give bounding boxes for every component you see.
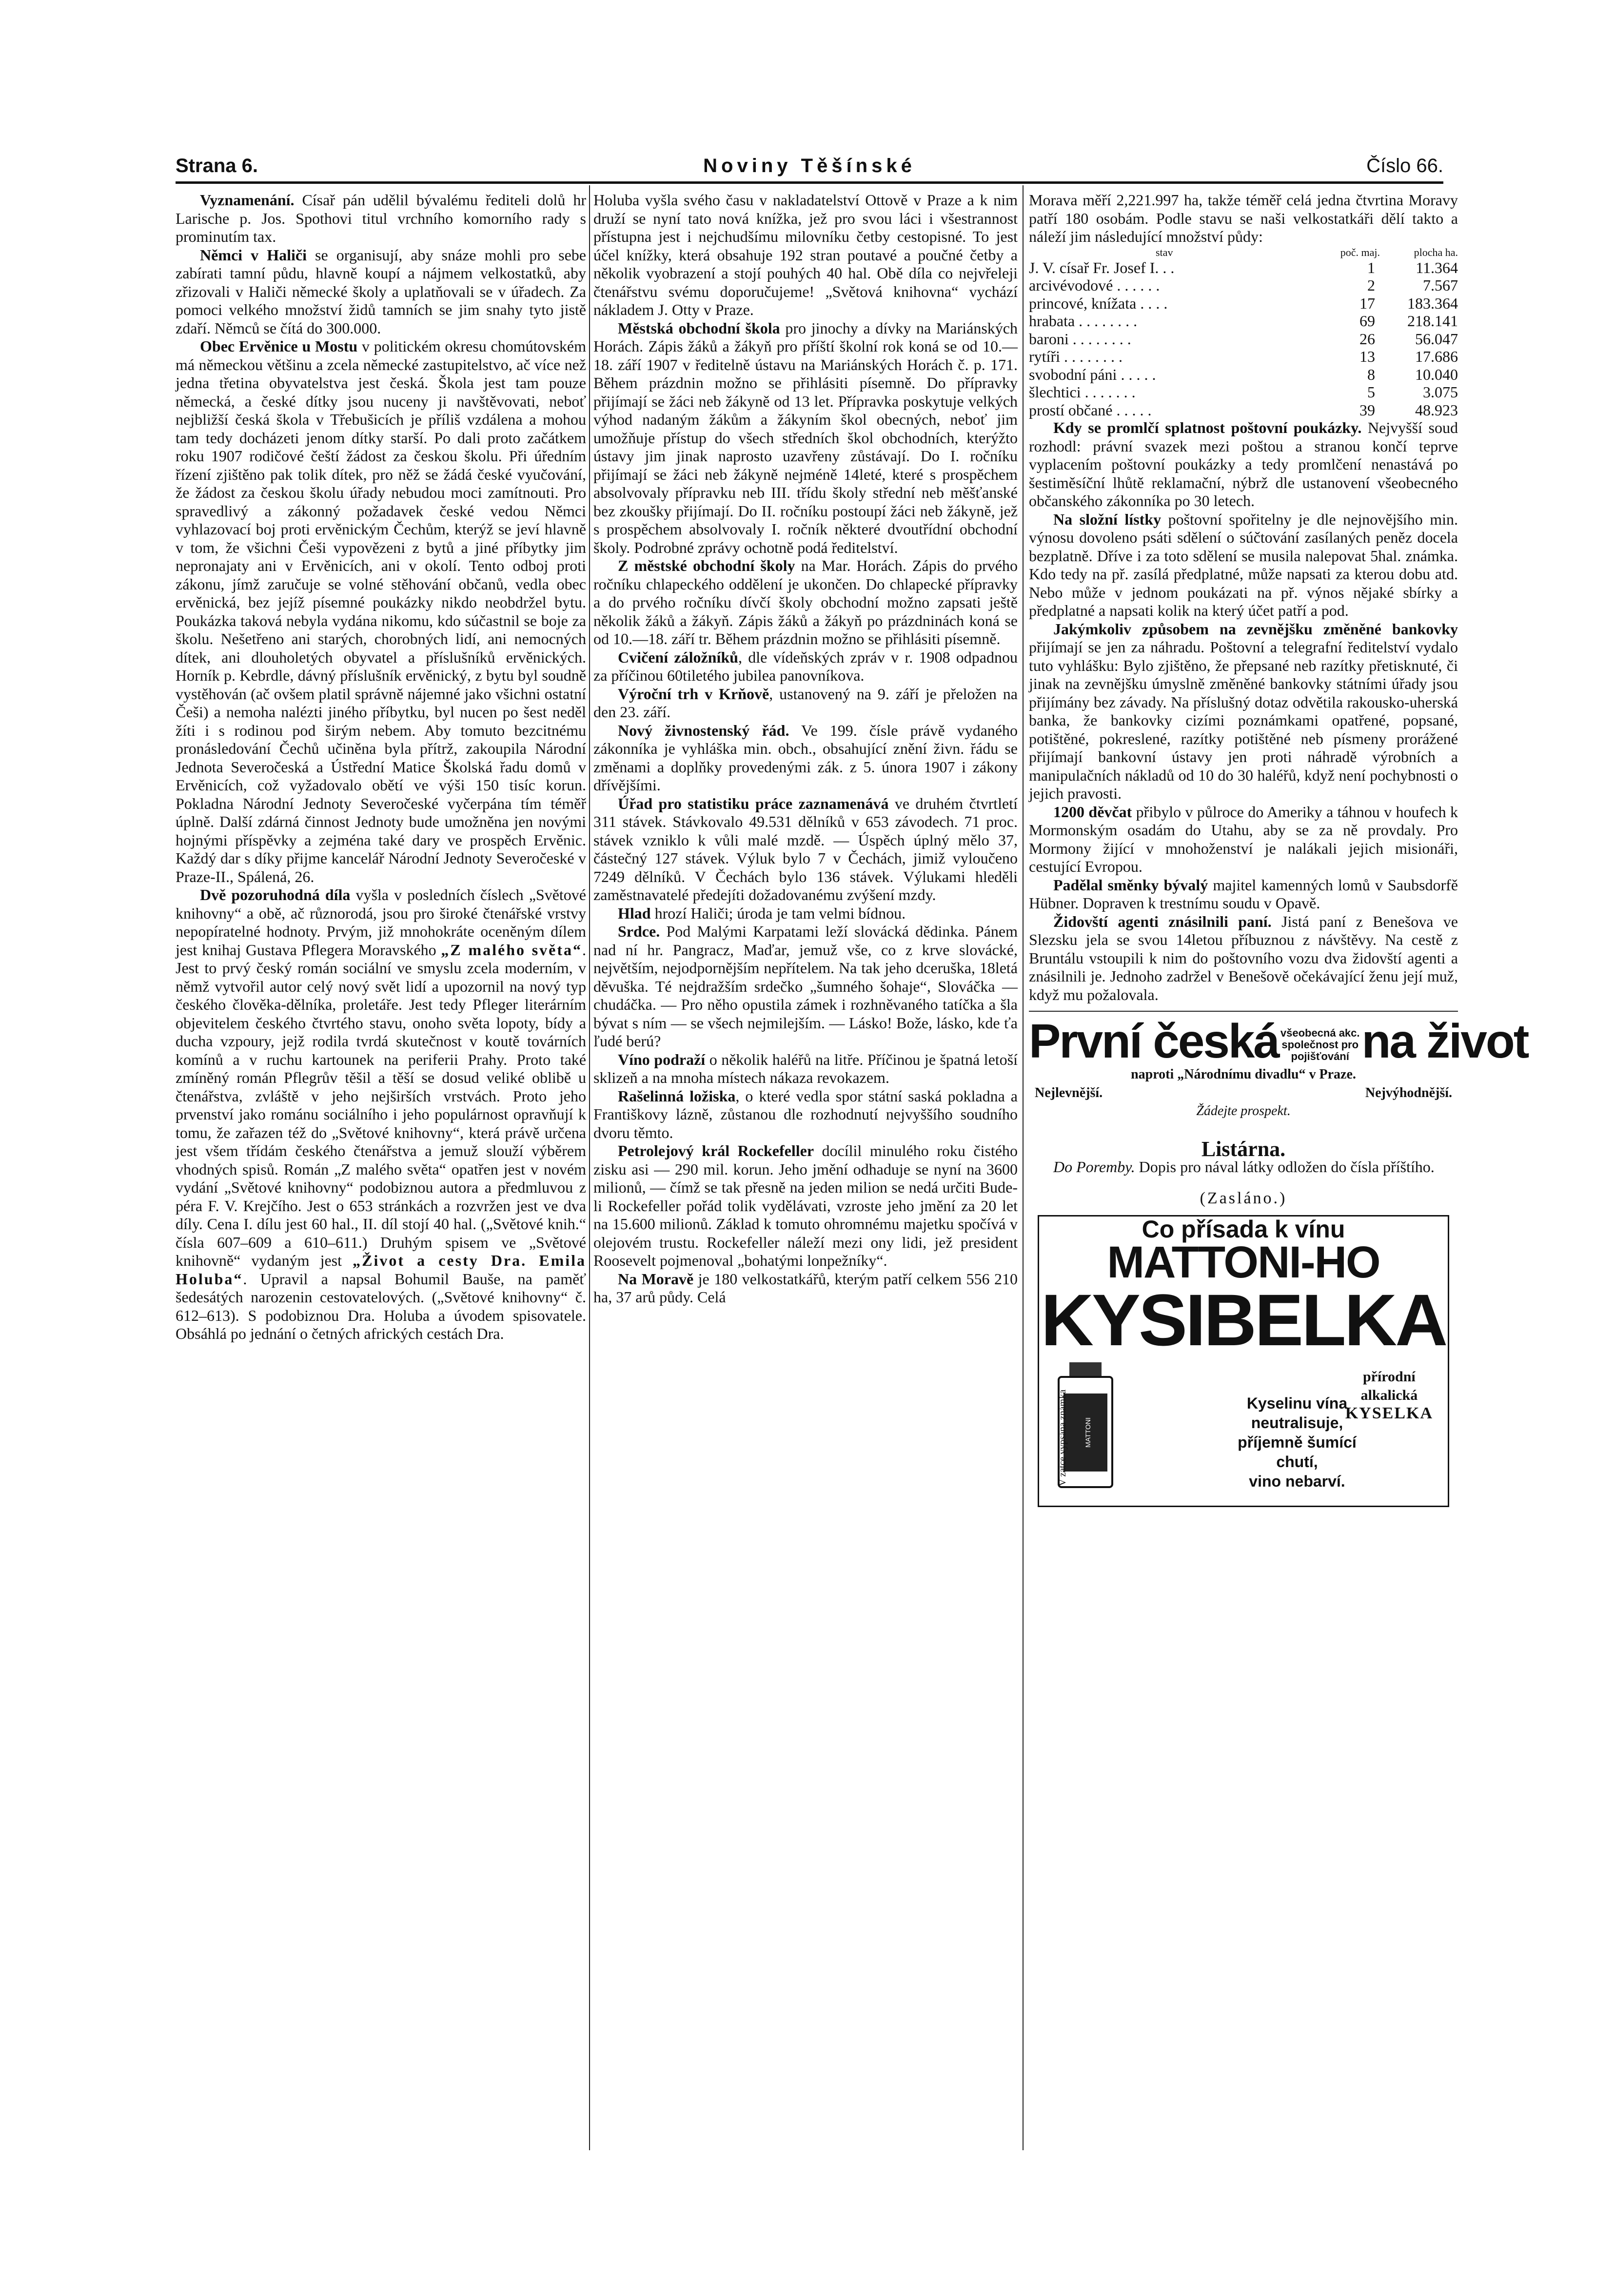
issue-number: Číslo 66. <box>1366 155 1443 177</box>
column-3-article: 1200 děvčat přibylo v půlroce do Ameriky a táhnou v houfech k Mormonským osadám do Utahu, aby se za ně provdaly. Pro Mormony žijící v mnohoženství je nalákali jejich misionáři, cestující Evropou. <box>1029 803 1458 875</box>
head-count: poč. maj. <box>1340 246 1380 258</box>
article-moravia-intro: Morava měří 2,221.997 ha, takže téměř celá jedna čtvrtina Moravy patří 180 osobám. Podle stavu se naši velkostatkáři dělí takto a náleží jim následující množství půdy: <box>1029 191 1458 245</box>
column-1-article: Němci v Haliči se organisují, aby snáze mohli pro sebe zabírati tamní půdu, hlavně koupí a nájmem velkostatků, aby zřizovali v Haliči německé školy a uplatňovali se v úřadech. Za pomoci velkého množství židů tamních se jim snahy tyto jistě zdaří. Němců se čítá do 300.000. <box>176 246 587 337</box>
column-3-article: Židovští agenti znásilnili paní. Jistá paní z Benešova ve Slezsku jela se svou 14letou příbuznou z návštěvy. Na cestě z Bruntálu vstoupili k nim do poštovního vozu dva židovští agenti a znásilnili je. Jednoho zadržel v Benešově očekávající ženu její muž, když mu požalovala. <box>1029 912 1458 1003</box>
ownership-rows <box>1029 259 1458 419</box>
ownership-header <box>1029 246 1458 259</box>
column-divider <box>1023 185 1024 2150</box>
head-area: plocha ha. <box>1414 246 1458 258</box>
column-2 <box>593 191 1018 2144</box>
listarna-title: Listárna. <box>1201 1137 1286 1161</box>
column-3-articles <box>1029 419 1458 1004</box>
column-2-article: Na Moravě je 180 velkostatkářů, kterým patří celkem 556 210 ha, 37 arů půdy. Celá <box>593 1270 1018 1306</box>
mattoni-product: KYSIBELKA <box>1041 1278 1446 1361</box>
column-2-article: Úřad pro statistiku práce zaznamenává ve druhém čtvrtletí 311 stávek. Stávkovalo 49.531 dělníků v 653 závodech. 71 proc. stávek vzniklo k vůli malé mzdě. — Úspěch úplný mělo 37, částečný 127 stávek. Výluk bylo 7 v Čechách, jimiž vyloučeno 7249 dělníků. V Čechách bylo 136 stávek. Výlukami hleděli zaměstnavatelé předejíti dožadovanému zvýšení mzdy. <box>593 794 1018 903</box>
column-2-article: Srdce. Pod Malými Karpatami leží slovácká dědinka. Pánem nad ní hr. Pangracz, Maďar, jemuž vše, co z krve slovácké, největším, nejodpornějším nepřítelem. Na tak jeho dceruška, 18letá děvuška. Té nejdražším srdečko „šumného šohaje“, Slováčka — chudáčka. — Pro něho opustila zámek i rozhněvaného tatíčka a šla bývat s ním — se všech nejmilejším. — Lásko! Bože, lásko, kde ťa ľudé berú? <box>593 922 1018 1050</box>
column-2-article: Víno podraží o několik haléřů na litře. Příčinou je špatná letoší sklizeň a na mnoha místech nákaza revokazem. <box>593 1050 1018 1086</box>
insurance-word-2: česká <box>1153 1014 1279 1068</box>
ownership-row: rytíři . . . . . . . . 13 17.686 <box>1029 348 1458 365</box>
mattoni-description: Kyselinu vína neutralisuje, příjemně šumící chutí, vino nebarví. <box>1238 1394 1357 1490</box>
column-divider <box>589 185 590 2150</box>
column-2-article: Výroční trh v Krňově, ustanovený na 9. září je přeložen na den 23. září. <box>593 685 1018 721</box>
column-2-article: Petrolejový král Rockefeller docílil minulého roku čistého zisku asi — 290 mil. korun. Jeho jmění odhaduje se nyní na 3600 milionů, — čímž se tak přesně na jeden milion se nedá určiti Bude-li Rockefeller pořád tolik vydělávati, vzroste jeho jmění za 20 let na 15.600 milionů. Základ k tomuto ohromnému majetku spočívá v olejovém trustu. Rockefeller náleží mezi ony lidi, jež president Roosevelt pojmenoval „bohatými lonpežníky“. <box>593 1142 1018 1269</box>
mattoni-subtitle: přírodní alkalická KYSELKA <box>1345 1369 1433 1422</box>
insurance-word-3: na život <box>1361 1014 1528 1068</box>
insurance-slogans <box>1029 1084 1458 1102</box>
ownership-row: hrabata . . . . . . . . 69 218.141 <box>1029 312 1458 330</box>
bottle-label: MATTONI <box>1084 1417 1092 1448</box>
column-1 <box>176 191 586 2144</box>
insurance-prospect: Žádejte prospekt. <box>1196 1103 1291 1119</box>
ownership-row: J. V. císař Fr. Josef I. . . 1 11.364 <box>1029 258 1458 276</box>
column-1-article: Dvě pozoruhodná díla vyšla v posledních číslech „Světové knihovny“ a obě, ač různorodá, jsou pro široké čtenářské vrstvy nepopíratelné hodnoty. Prvým, již mnohokráte oceněným dílem jest knihaj Gustava Pflegera Moravského „Z malého světa“. Jest to prvý český román sociální ve smyslu zcela moderním, v němž vytvořil autor celý nový svět lidí a upozornil na nový typ českého člověka-dělníka, proletáře. Jest tedy Pfleger literárním objevitelem českého čtvrtého stavu, onoho světa lopoty, bídy a ducha vzpoury, jejž rodila tvrdá skutečnost v koutě továrních komínů a v ruchu kartounek na periferii Prahy. Proto také zmíněný román Pflegrův těšil a těší se dosud veliké oblibě u čtenářstva, zvláště v jeho nejširších vrstvách. Proto jeho prvenství jako románu sociálního i jeho populárnost opravňují k tomu, že zařazen též do „Světové knihovny“, která právě určena jest všem třídám českého čtenářstva a jemuž slouží výběrem vhodných spisů. Román „Z malého světa“ opatřen jest v novém vydání „Světové knihovny“ podobiznou autora a předmluvou z péra F. V. Krejčího. Jest o 653 stránkách a rozvržen jest ve dva díly. Cena I. dílu jest 60 hal., II. díl stojí 40 hal. („Světové knih.“ čísla 607–609 a 610–611.) Druhým spisem ve „Světové knihovně“ vydaným jest „Život a cesty Dra. Emila Holuba“. Upravil a napsal Bohumil Bauše, na paměť šedesátých narozenin cestovatelových. („Světové knihovny“ č. 612–613). S podobiznou Dra. Holuba a úvodem spisovatele. Obsáhlá po jednání o četných afrických cestách Dra. <box>176 886 587 1342</box>
head-stav: stav <box>1156 246 1173 258</box>
column-3-article: Na složní lístky poštovní spořitelny je dle nejnovějšího min. výnosu dovoleno psáti sdělení o súčtování zasílaných peněz docela bezplatně. Dříve i za toto sdělení se musila nalepovat 5hal. známka. Kdo tedy na př. zasílá předplatné, může napsati za kterou dobu atd. Nebo může v jednom poukázati na př. výnos nějaké sbírky a předplatné a napsati kolik na který účet patří a pod. <box>1029 510 1458 619</box>
column-1-article: Vyznamenání. Císař pán udělil bývalému řediteli dolů hr Larische p. Jos. Spothovi titul vrchního komorního rady s prominutím tax. <box>176 191 586 245</box>
column-2-article: Nový živnostenský řád. Ve 199. čísle právě vydaného zákonníka je vyhláška min. obch., obsahující znění živn. řádu se změnami a doplňky provedenými zák. z 5. února 1907 i zákony dřívějšími. <box>593 721 1018 794</box>
ownership-row: svobodní páni . . . . . 8 10.040 <box>1029 365 1458 383</box>
column-2-article: Cvičení záložníků, dle vídeňských zpráv v r. 1908 odpadnou za příčinou 60tiletého jubilea panovníkova. <box>593 648 1018 684</box>
column-2-article: Z městské obchodní školy na Mar. Horách. Zápis do prvého ročníku chlapeckého oddělení je ukončen. Do chlapecké přípravky a do prvého ročníku dívčí školy obchodní možno zapsati ještě několik žáků a žákyň. Zápis žáků a žákyň po prázdninách koná se od 10.—18. září tr. Během prázdnin možno se přihlásiti písemně. <box>593 557 1018 648</box>
page-number: Strana 6. <box>176 155 258 177</box>
column-3-article: Padělal směnky bývalý majitel kamenných lomů v Saubsdorfě Hübner. Dopraven k trestnímu soudu v Opavě. <box>1029 876 1458 912</box>
listarna-entry: Do Poremby. Dopis pro nával látky odložen do čísla příštího. <box>1053 1158 1435 1176</box>
column-2-article: Městská obchodní škola pro jinochy a dívky na Mariánských Horách. Zápis žáků a žákyň pro příští školní rok koná se od 10.—18. září 1907 v ředitelně ústavu na Mariánských Horách č. p. 171. Během prázdnin možno se přihlásiti písemně. Do přípravky přijímají se žáci neb žákyně od 13 let. Přípravka poskytuje velkých výhod nadaným žákům a žákyním škol obecných, neboť jim umožňuje přístup do všech středních škol obchodních, kterýžto ústavy jim jinak naprosto uzavřeny zůstávají. Do I. ročníku přijímají se žáci neb žákyně nejméně 14leté, které s prospěchem absolvovaly přípravku neb III. třídu školy střední neb měšťanské bez zkoušky přijímají. Do II. ročníku postoupí žáci neb žákyně, jež s prospěchem absolvovaly I. ročník některé dvoutřídní obchodní školy. Podrobné zprávy ochotně podá ředitelství. <box>593 319 1018 556</box>
zaslano-heading: (Zasláno.) <box>1200 1189 1287 1207</box>
insurance-logo <box>1029 1014 1528 1068</box>
ownership-row: arcivévodové . . . . . . 2 7.567 <box>1029 276 1458 294</box>
column-3-article: Kdy se promlčí splatnost poštovní poukázky. Nejvyšší soud rozhodl: právní svazek mezi poštou a stranou končí teprve vyplacením poštovní poukázky a tedy promlčení nenastává po šestiměsíční lhůtě reklamační, nýbrž dle ustanovení všeobecného občanského zákonníka po 30 letech. <box>1029 419 1458 510</box>
newspaper-title: Noviny Těšínské <box>703 155 916 177</box>
insurance-advert <box>1029 1011 1528 1120</box>
mattoni-top-line: Co přísada k vínu <box>1142 1216 1345 1243</box>
column-1-article: Obec Ervěnice u Mostu v politickém okresu chomútovském má německou většinu a zcela německé zastupitelstvo, ač více než jedna třetina obyvatelstva jest česká. Škola jest tam pouze německá, a české dítky jsou nuceny ji navštěvovati, neboť nejbližší česká škola v Třebušicích je příliš vzdálena a mohou tam tedy docházeti jenom dítky starší. Po dali proto začátkem roku 1907 rodičové čeští žádost za českou školu. Při úředním řízení zjištěno pak tolik dítek, pro něž se žádá české vyučování, že žádost za českou školu úřady nebudou moci zamítnouti. Pro spravedlivý a zákonný požadavek české vedou Němci vyhlazovací boj proti ervěnickým Čechům, kterýž se jeví hlavně v tom, že všichni Češi vypovězeni z bytů a jiné příbytky jim nepronajaty ani v Ervěnicích, ani v okolí. Tento odboj proti zákonu, jímž zaručuje se volné stěhování občanů, vedla obec ervěnická, bez jejíž písemné poukázky nikdo neobdržel bytu. Poukázka taková nebyla vydána nikomu, kdo súčastnil se boje za školu. Nešetřeno ani starých, chorobných lidí, ani nemocných dítek, ani dlouholetých obyvatel a příslušníků ervěnických. Horník p. Kebrdle, dávný příslušník ervěnický, z bytu byl soudně vystěhován (ač ovšem platil správně nájemné jako všichni ostatní Češi) a nemoha nalézti jiného příbytku, byl nucen po šest neděl žíti i s rodinou pod širým nebem. Aby tomuto bezcitnému pronásledování Čechů učiněna byla přítrž, zakoupila Národní Jednota Severočeská a Ústřední Matice Školská řadu domů v Ervěnicích, což vyžadovalo obětí ve výši 150 tisíc korun. Pokladna Národní Jednoty Severočeské vyčerpána tím téměř úplně. Další zdárná činnost Jednoty bude umožněna jen novými hojnými příspěvky a zejména také dary ve prospěch Ervěnic. Každý dar s díky přijme kancelář Národní Jednoty Severočeské v Praze-II., Spálená, 26. <box>176 337 587 885</box>
insurance-cheapest: Nejlevnější. <box>1035 1085 1103 1100</box>
column-3 <box>1029 191 1528 2144</box>
insurance-best: Nejvýhodnější. <box>1365 1085 1452 1100</box>
insurance-small-text: všeobecná akc. společnost pro pojišťování <box>1280 1027 1360 1063</box>
ownership-row: prostí občané . . . . . 39 48.923 <box>1029 401 1458 419</box>
column-2-article: Hlad hrozí Haliči; úroda je tam velmi bídnou. <box>618 904 906 922</box>
insurance-word-1: První <box>1029 1014 1142 1068</box>
mattoni-advert <box>1038 1215 1449 1507</box>
column-2-article: Holuba vyšla svého času v nakladatelství Ottově v Praze a k nim druží se nyní tato nová knížka, jež pro svou láci i všestrannost přístupna jest i nejchudšímu milovníku četby cestopisné. To jest účel knížky, která obsahuje 192 stran poutavé a poučné četby a několik vyobrazení a stojí pouhých 40 hal. Obě díla co nejvřeleji čtenářstvu svému doporučujeme! „Světová knihovna“ vychází nákladem J. Otty v Praze. <box>593 191 1018 318</box>
page-header <box>176 155 1443 184</box>
ownership-row: šlechtici . . . . . . . 5 3.075 <box>1029 383 1458 401</box>
mattoni-brand: MATTONI-HO <box>1107 1237 1380 1287</box>
insurance-address: naproti „Národnímu divadlu“ v Praze. <box>1131 1067 1356 1082</box>
ownership-row: princové, knížata . . . . 17 183.364 <box>1029 294 1458 312</box>
column-3-article: Jakýmkoliv způsobem na zevnějšku změněné bankovky přijímají se jen za náhradu. Poštovní a telegrafní ředitelství vydalo tuto vyhlášku: Bylo zjištěno, že přepsané neb razítky přetisknuté, či jinak na zevnějšku úmyslně změněné bankovky státními úřady jsou přijímány bez závady. Na příslušný dotaz odvětila rakousko-uherská banka, že bankovky cizími poznámkami opatřené, popsané, potištěné, pokreslené, razítky potištěné neb písmeny prorážené přijímají bankovní ústavy jen proti náhradě výrobních a manipulačních nákladů od 10 do 30 haléřů, když není pochybnosti o jejich pravosti. <box>1029 620 1458 802</box>
mattoni-side-note: V zatce vypsána známka <box>1057 1390 1068 1486</box>
header-rule <box>176 181 1443 184</box>
ownership-row: baroni . . . . . . . . 26 56.047 <box>1029 330 1458 348</box>
column-2-article: Rašelinná ložiska, o které vedla spor státní saská pokladna a Františkovy lázně, zůstanou dle rozhodnutí nejvyššího soudního dvoru těmto. <box>593 1087 1018 1141</box>
ownership-table <box>1029 246 1458 419</box>
